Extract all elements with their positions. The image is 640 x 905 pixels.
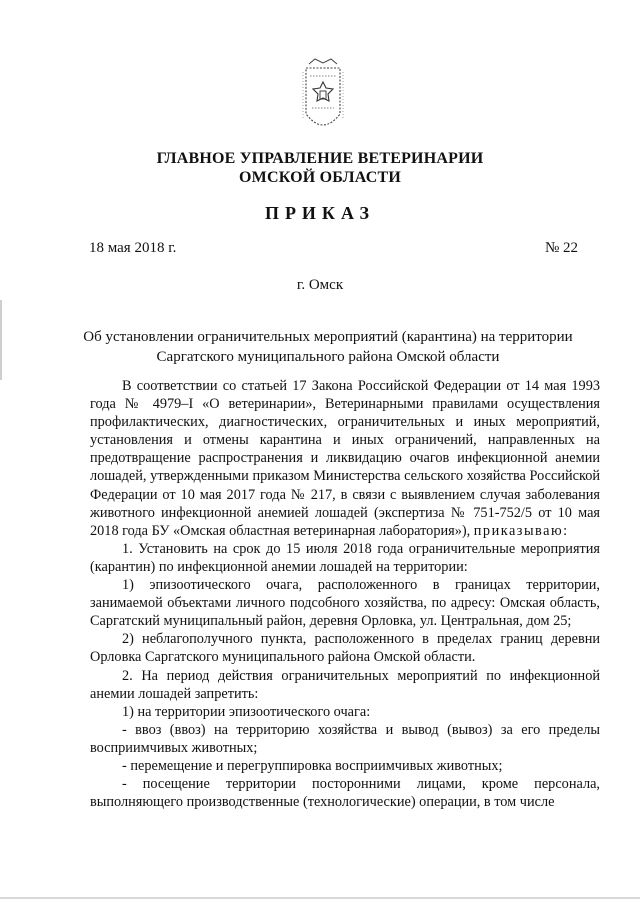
item-1: 1. Установить на срок до 15 июля 2018 года ограничительные мероприятия (карантин) по инфекционной анемии лошадей на территории: [90,540,600,575]
document-subject [60,327,596,367]
org-name-line2: ОМСКОЙ ОБЛАСТИ [239,169,401,186]
item-2-1-a: - ввоз (ввоз) на территорию хозяйства и вывод (вывоз) за его пределы восприимчивых животных; [90,721,600,756]
subject-line2: Саргатского муниципального района Омской области [156,349,500,365]
order-word: приказываю: [473,522,569,539]
item-2: 2. На период действия ограничительных мероприятий по инфекционной анемии лошадей запретить: [90,667,600,702]
item-1-2: 2) неблагополучного пункта, расположенного в пределах границ деревни Орловка Саргатского муниципального района Омской области. [90,631,600,666]
document-body [90,377,600,811]
document-title: ПРИКАЗ [264,203,376,223]
scan-edge-left [0,300,2,380]
coat-of-arms-emblem [300,58,346,140]
item-1-1: 1) эпизоотического очага, расположенного в границах территории, занимаемой объектами личного подсобного хозяйства, по адресу: Омская область, Саргатский муниципальный район, деревня Орловка, ул. Центральная, дом 25; [90,577,600,630]
item-2-1: 1) на территории эпизоотического очага: [122,703,371,720]
document-number: № 22 [544,240,578,256]
document-date: 18 мая 2018 г. [89,240,177,256]
scan-edge-bottom [0,897,640,899]
subject-line1: Об установлении ограничительных мероприятий (карантина) на территории [83,329,573,345]
document-city: г. Омск [296,277,344,293]
item-2-1-c: - посещение территории посторонними лицами, кроме персонала, выполняющего производственные (технологические) операции, в том числе [90,776,600,811]
preamble-text: В соответствии со статьей 17 Закона Российской Федерации от 14 мая 1993 года № 4979–I «О ветеринарии», Ветеринарными правилами осуществления профилактических, диагностических, ограничительных и иных мероприятий, установления и отмены карантина и иных ограничений, направленных на предотвращение распространения и ликвидацию очагов инфекционной анемии лошадей, утвержденными приказом Министерства сельского хозяйства Российской Федерации от 10 мая 2017 года № 217, в связи с выявлением случая заболевания животного инфекционной анемией лошадей (экспертиза № 751-752/5 от 10 мая 2018 года БУ «Омская областная ветеринарная лаборатория»), [90,378,600,539]
item-2-1-b: - перемещение и перегруппировка восприимчивых животных; [122,757,503,774]
preamble-paragraph [90,377,600,540]
org-name-line1: ГЛАВНОЕ УПРАВЛЕНИЕ ВЕТЕРИНАРИИ [156,150,484,167]
